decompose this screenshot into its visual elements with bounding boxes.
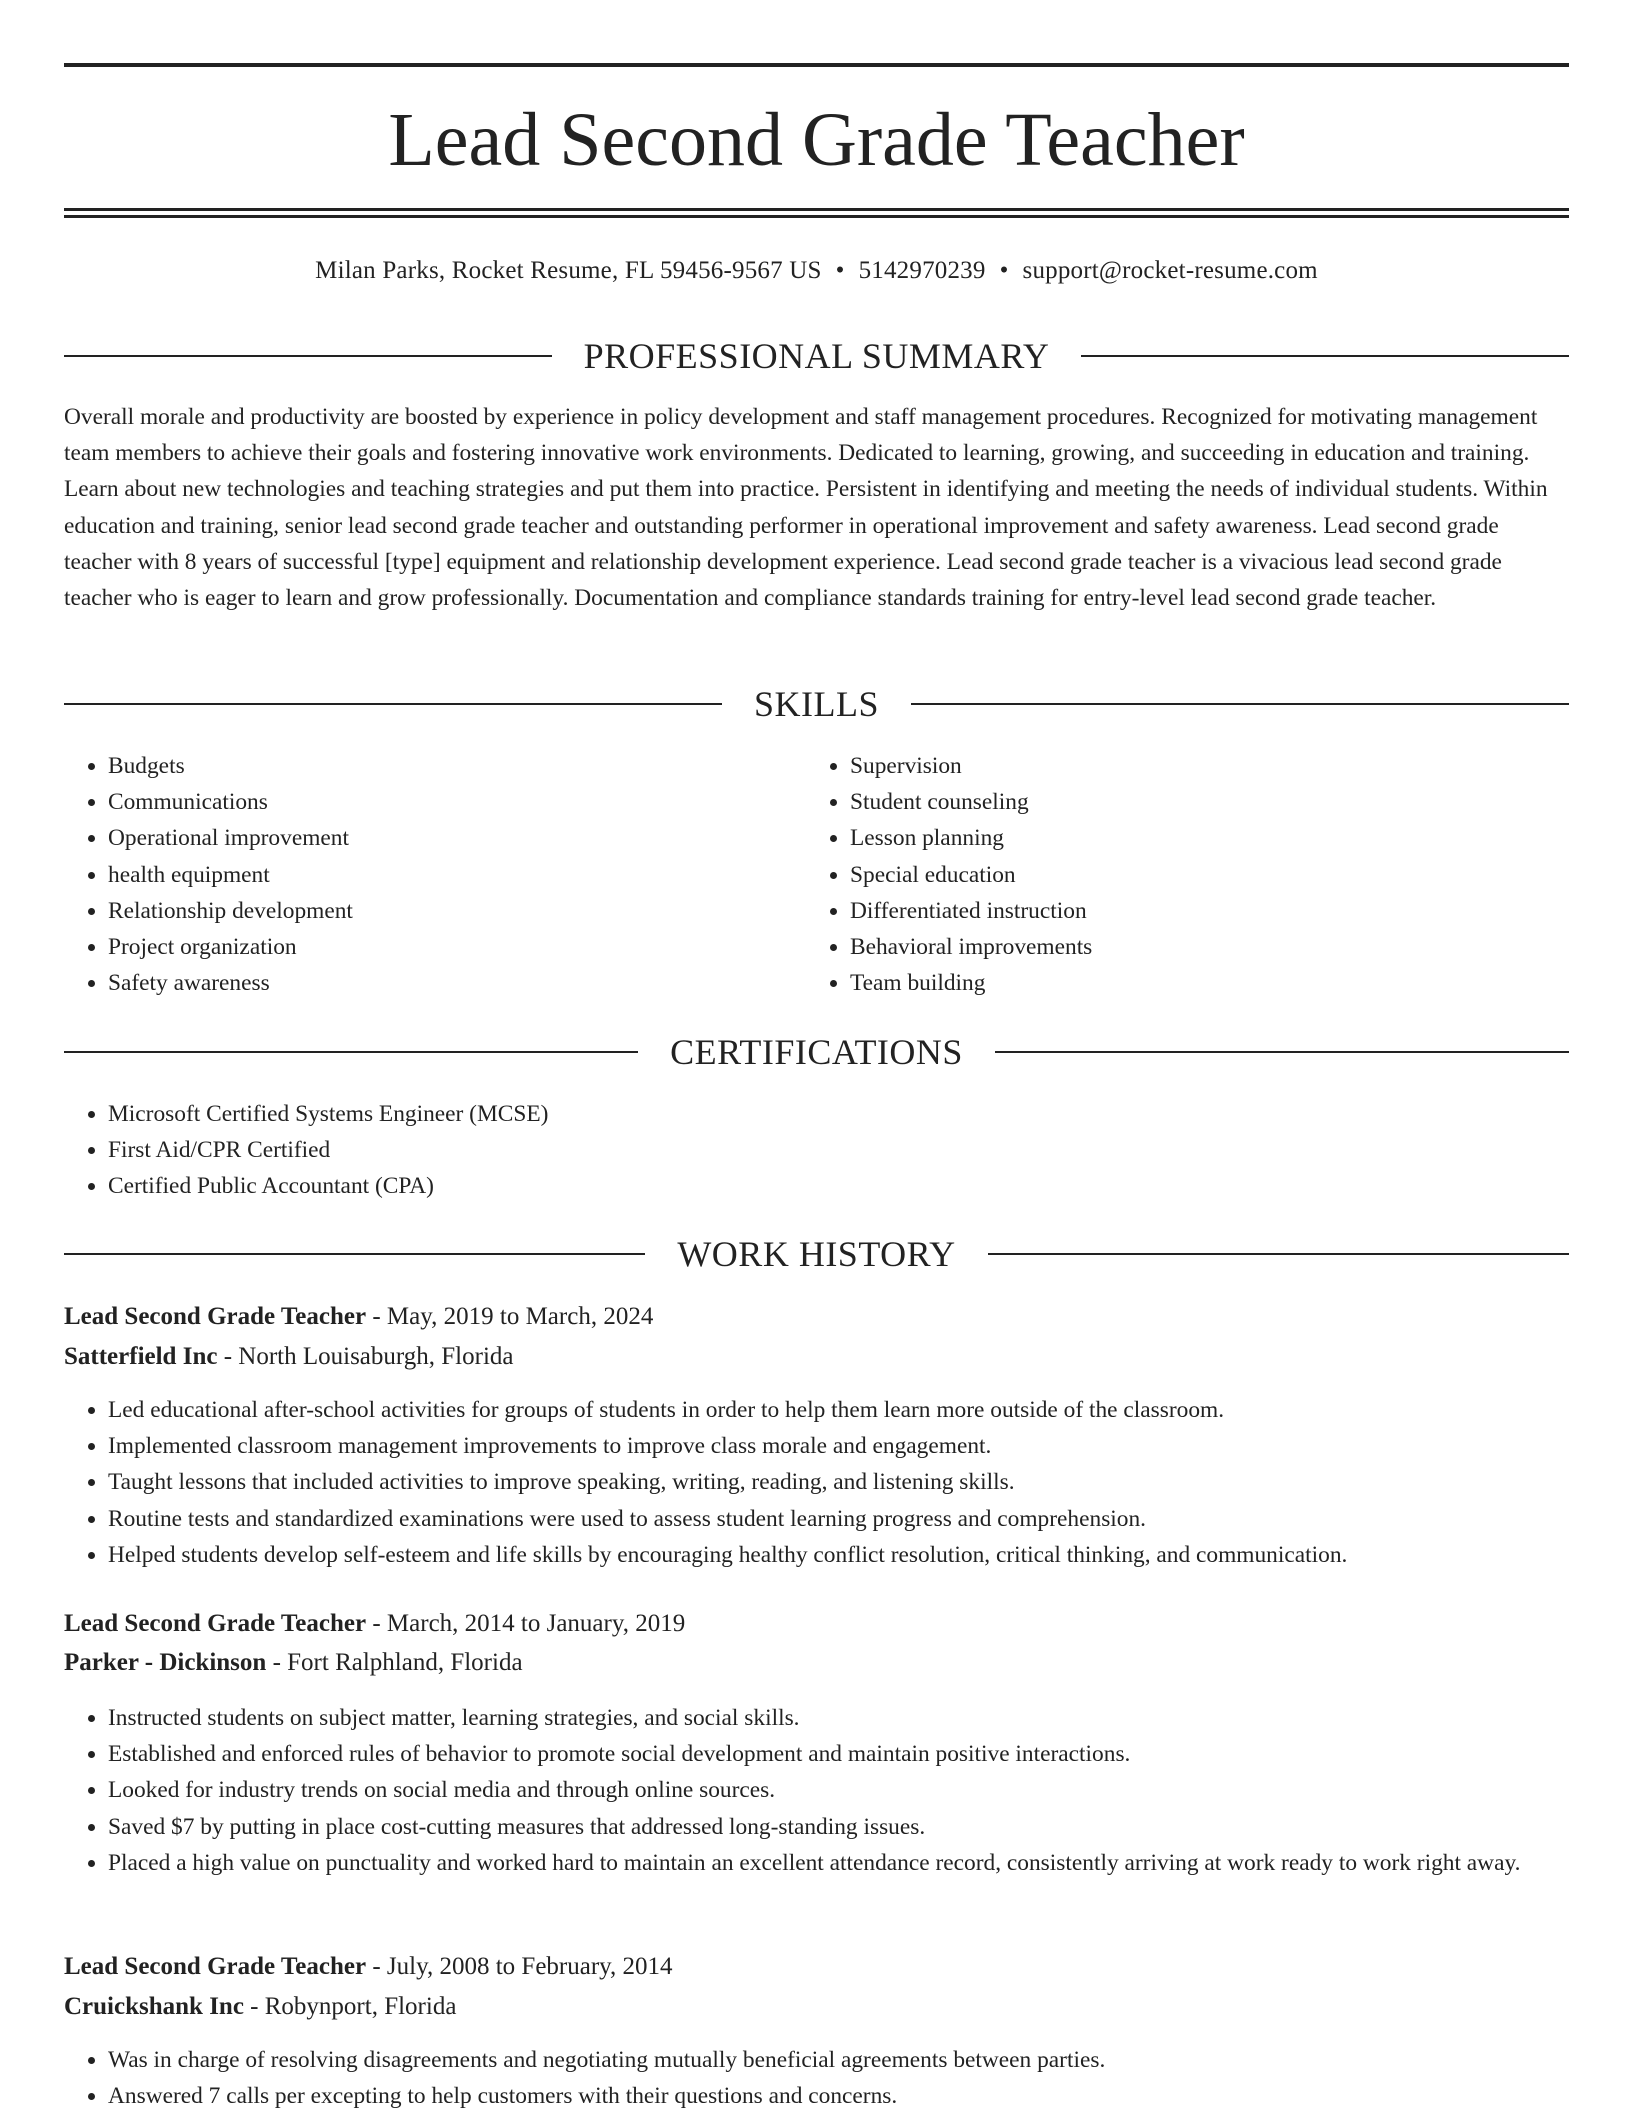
work-history-heading: [64, 1231, 1569, 1277]
heading-rule: [64, 1051, 638, 1053]
job-title-line: [64, 1606, 1569, 1642]
job-bullet: • Helped students develop self-esteem and life skills by encouraging healthy conflict resolution, critical thinking, and communication.: [108, 1537, 1568, 1573]
skill-item: • Student counseling: [850, 784, 1550, 820]
job-company: Cruickshank Inc: [64, 1993, 244, 2020]
certifications-heading: [64, 1029, 1569, 1075]
skill-item: • Differentiated instruction: [850, 893, 1550, 929]
skill-item: • Communications: [108, 784, 808, 820]
title-rule-upper: [64, 208, 1569, 211]
certification-item: • First Aid/CPR Certified: [108, 1132, 1568, 1168]
contact-email: support@rocket-resume.com: [1022, 257, 1318, 284]
job-location: - Fort Ralphland, Florida: [266, 1649, 523, 1676]
skill-item: • health equipment: [108, 857, 808, 893]
certification-item: • Certified Public Accountant (CPA): [108, 1168, 1568, 1204]
job-bullet: • Routine tests and standardized examinations were used to assess student learning progress and comprehension.: [108, 1501, 1568, 1537]
job-title: Lead Second Grade Teacher: [64, 1953, 367, 1980]
summary-heading: [64, 333, 1569, 379]
job-bullet: • Established and enforced rules of behavior to promote social development and maintain positive interactions.: [108, 1736, 1568, 1772]
heading-rule: [1081, 355, 1569, 357]
skills-heading: [64, 681, 1569, 727]
job-company-line: [64, 1645, 1569, 1681]
certification-item: • Microsoft Certified Systems Engineer (MCSE): [108, 1096, 1568, 1132]
heading-rule: [988, 1253, 1569, 1255]
job-bullet: • Looked for industry trends on social media and through online sources.: [108, 1772, 1568, 1808]
job-dates: - March, 2014 to January, 2019: [366, 1610, 686, 1637]
title-rule-lower: [64, 215, 1569, 218]
job-company: Parker - Dickinson: [64, 1649, 267, 1676]
skill-item: • Project organization: [108, 929, 808, 965]
skill-item: • Safety awareness: [108, 965, 808, 1001]
contact-phone: 5142970239: [858, 257, 986, 284]
job-location: - North Louisaburgh, Florida: [217, 1343, 514, 1370]
skills-list-left: [64, 748, 808, 1001]
section-heading-label: CERTIFICATIONS: [670, 1032, 963, 1072]
job-title-line: [64, 1299, 1569, 1335]
job-title: Lead Second Grade Teacher: [64, 1610, 367, 1637]
certifications-list: [64, 1096, 1568, 1205]
job-company-line: [64, 1339, 1569, 1375]
section-heading-label: WORK HISTORY: [677, 1234, 956, 1274]
job-title: Lead Second Grade Teacher: [64, 1303, 367, 1330]
top-rule: [64, 63, 1569, 67]
skill-item: • Operational improvement: [108, 820, 808, 856]
job-bullet: • Led educational after-school activities for groups of students in order to help them learn more outside of the classroom.: [108, 1392, 1568, 1428]
job-bullet: • Taught lessons that included activities to improve speaking, writing, reading, and listening skills.: [108, 1464, 1568, 1500]
job-bullet: • Implemented classroom management improvements to improve class morale and engagement.: [108, 1428, 1568, 1464]
job-bullet: • Answered 7 calls per excepting to help customers with their questions and concerns.: [108, 2078, 1568, 2114]
job-dates: - July, 2008 to February, 2014: [366, 1953, 673, 1980]
job-location: - Robynport, Florida: [243, 1993, 457, 2020]
job-title-line: [64, 1949, 1569, 1985]
job-bullets: [64, 1392, 1568, 1573]
job-bullet: • Was in charge of resolving disagreements and negotiating mutually beneficial agreements between parties.: [108, 2042, 1568, 2078]
heading-rule: [64, 1253, 645, 1255]
job-bullet: • Placed a high value on punctuality and worked hard to maintain an excellent attendance record, consistently arriving at work ready to work right away.: [108, 1845, 1568, 1881]
contact-separator: •: [835, 257, 845, 284]
skill-item: • Behavioral improvements: [850, 929, 1550, 965]
job-dates: - May, 2019 to March, 2024: [366, 1303, 654, 1330]
heading-rule: [64, 355, 552, 357]
skill-item: • Budgets: [108, 748, 808, 784]
contact-address: Milan Parks, Rocket Resume, FL 59456-9567 US: [315, 257, 822, 284]
section-heading-label: SKILLS: [754, 684, 880, 724]
job-bullets: [64, 2042, 1568, 2114]
skill-item: • Lesson planning: [850, 820, 1550, 856]
section-heading-label: PROFESSIONAL SUMMARY: [583, 336, 1050, 376]
job-bullet: • Saved $7 by putting in place cost-cutting measures that addressed long-standing issues.: [108, 1809, 1568, 1845]
resume-title: Lead Second Grade Teacher: [388, 98, 1245, 182]
heading-rule: [995, 1051, 1569, 1053]
heading-rule: [64, 703, 722, 705]
job-bullets: [64, 1700, 1568, 1881]
contact-separator: •: [999, 257, 1009, 284]
job-bullet: • Instructed students on subject matter, learning strategies, and social skills.: [108, 1700, 1568, 1736]
skills-list-right: [806, 748, 1550, 1001]
skill-item: • Team building: [850, 965, 1550, 1001]
job-company-line: [64, 1989, 1569, 2025]
contact-line: [64, 253, 1569, 289]
job-company: Satterfield Inc: [64, 1343, 218, 1370]
skill-item: • Special education: [850, 857, 1550, 893]
heading-rule: [911, 703, 1569, 705]
skill-item: • Supervision: [850, 748, 1550, 784]
summary-text: Overall morale and productivity are boosted by experience in policy development and staff management procedures. Recognized for motivating management team members to achieve their goals and fostering innovative work environments. Dedicated to learning, growing, and succeeding in education and training. Learn about new technologies and teaching strategies and put them into practice. Persistent in identifying and meeting the needs of individual students. Within education and training, senior lead second grade teacher and outstanding performer in operational improvement and safety awareness. Lead second grade teacher with 8 years of successful [type] equipment and relationship development experience. Lead second grade teacher is a vivacious lead second grade teacher who is eager to learn and grow professionally. Documentation and compliance standards training for entry-level lead second grade teacher.: [64, 404, 1548, 612]
skill-item: • Relationship development: [108, 893, 808, 929]
